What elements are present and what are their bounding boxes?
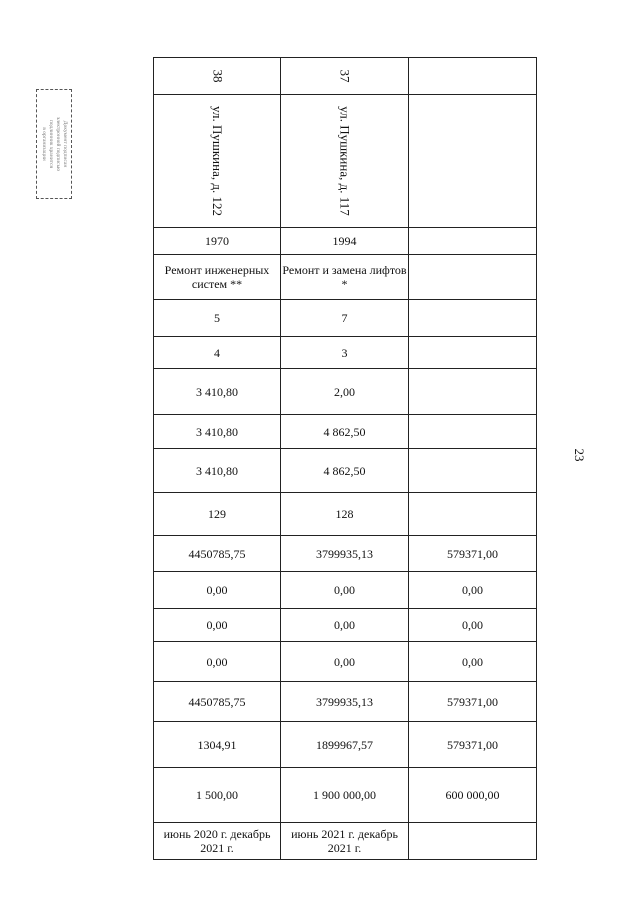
table-cell: 3799935,13 [281, 682, 409, 722]
stamp-line: Документ подписан [62, 120, 68, 168]
table-row [154, 536, 537, 572]
table-cell: июнь 2021 г. декабрь 2021 г. [281, 823, 409, 860]
table-row [154, 722, 537, 768]
table-cell: 1994 [281, 228, 409, 255]
table-cell: 0,00 [281, 609, 409, 642]
data-table [153, 57, 537, 860]
table-row [154, 682, 537, 722]
table-cell: Ремонт инженерных систем ** [154, 255, 281, 300]
table-cell: 1899967,57 [281, 722, 409, 768]
table-cell: 0,00 [154, 572, 281, 609]
table-cell: 5 [154, 300, 281, 337]
table-cell: 128 [281, 493, 409, 536]
table-cell: 1970 [154, 228, 281, 255]
table-cell: 0,00 [154, 609, 281, 642]
table-cell: 1 900 000,00 [281, 768, 409, 823]
table-cell: 0,00 [281, 642, 409, 682]
table-cell [409, 228, 537, 255]
table-cell: июнь 2020 г. декабрь 2021 г. [154, 823, 281, 860]
address: ул. Пушкина, д. 122 [210, 106, 225, 216]
table-cell [409, 300, 537, 337]
table-cell: 579371,00 [409, 536, 537, 572]
table-cell: 2,00 [281, 369, 409, 415]
table-row [154, 337, 537, 369]
table-row [154, 415, 537, 449]
table-cell: 0,00 [154, 642, 281, 682]
table-cell: 3 [281, 337, 409, 369]
table-cell [409, 337, 537, 369]
table-row [154, 572, 537, 609]
table-cell [409, 95, 537, 228]
table-cell [154, 95, 281, 228]
table-cell: 0,00 [409, 572, 537, 609]
table-row [154, 369, 537, 415]
table-row [154, 493, 537, 536]
table-cell: 0,00 [281, 572, 409, 609]
table-cell [409, 493, 537, 536]
table-cell [409, 415, 537, 449]
page-number: 23 [572, 448, 587, 462]
table-cell: 600 000,00 [409, 768, 537, 823]
table-cell [281, 58, 409, 95]
row-number: 38 [210, 69, 225, 83]
table-cell [281, 95, 409, 228]
table-cell [409, 823, 537, 860]
table-cell: 4450785,75 [154, 682, 281, 722]
table-cell: 129 [154, 493, 281, 536]
table-row [154, 58, 537, 95]
table-row [154, 300, 537, 337]
table-cell [409, 369, 537, 415]
row-number: 37 [337, 69, 353, 83]
table-cell: 4 [154, 337, 281, 369]
table-cell [409, 255, 537, 300]
table-cell: 579371,00 [409, 682, 537, 722]
table-row [154, 768, 537, 823]
table-cell: 0,00 [409, 609, 537, 642]
table-row [154, 449, 537, 493]
table-cell: 4 862,50 [281, 415, 409, 449]
table-row [154, 642, 537, 682]
table-row [154, 255, 537, 300]
table-cell: 3 410,80 [154, 369, 281, 415]
stamp-line: подлинник хранится [48, 119, 54, 169]
table-cell: 1 500,00 [154, 768, 281, 823]
table-cell: 1304,91 [154, 722, 281, 768]
stamp-line: в организации [41, 127, 47, 161]
table-row [154, 95, 537, 228]
address: ул. Пушкина, д. 117 [337, 106, 353, 216]
table-cell: Ремонт и замена лифтов * [281, 255, 409, 300]
table-cell: 4450785,75 [154, 536, 281, 572]
table-row [154, 228, 537, 255]
signature-stamp [36, 89, 72, 199]
table-cell: 3 410,80 [154, 415, 281, 449]
table-cell: 579371,00 [409, 722, 537, 768]
table-cell [409, 449, 537, 493]
stamp-line: электронной подписью [55, 116, 61, 172]
table-cell: 0,00 [409, 642, 537, 682]
table-cell: 3 410,80 [154, 449, 281, 493]
table-cell: 4 862,50 [281, 449, 409, 493]
table-cell: 3799935,13 [281, 536, 409, 572]
table-row [154, 609, 537, 642]
table-cell [154, 58, 281, 95]
table-cell: 7 [281, 300, 409, 337]
table-cell [409, 58, 537, 95]
table-row [154, 823, 537, 860]
